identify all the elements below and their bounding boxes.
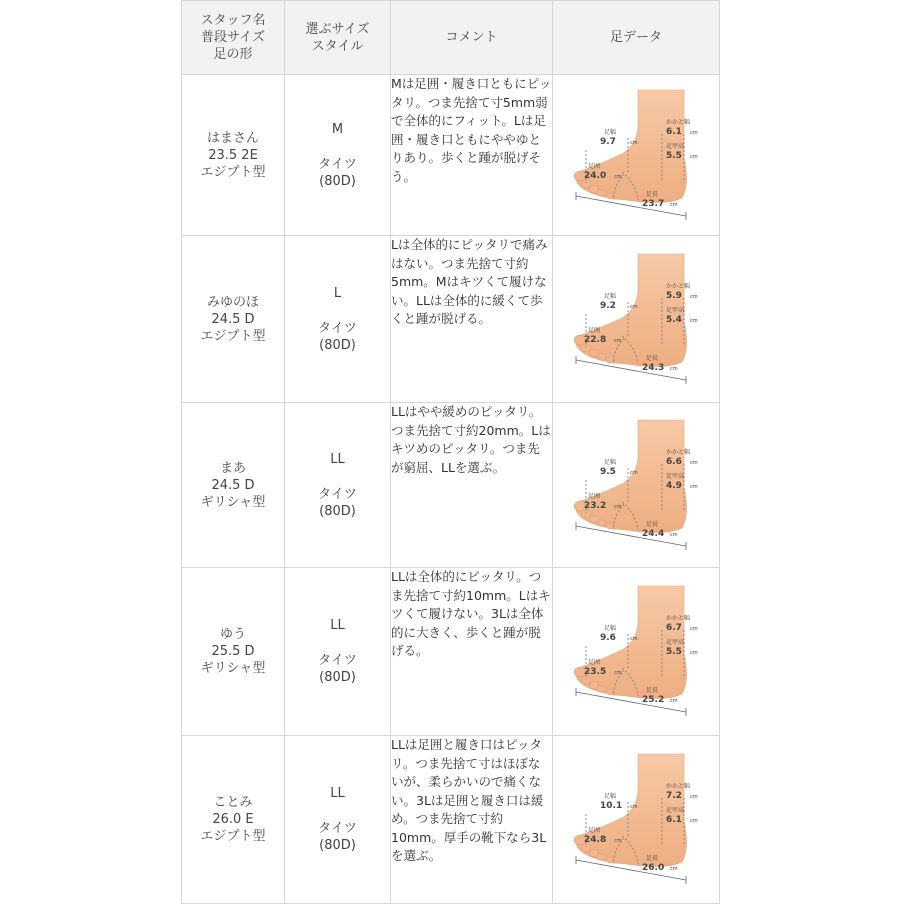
table-row: [182, 568, 720, 736]
width-value: 9.6: [600, 633, 616, 643]
instep-unit: cm: [690, 650, 698, 656]
width-label: 足幅: [604, 128, 617, 136]
size-cell: [285, 568, 391, 736]
staff-foot-shape: ギリシャ型: [200, 661, 266, 676]
size-cell: [285, 75, 391, 236]
size-cell: [285, 736, 391, 904]
staff-cell: [182, 736, 285, 904]
length-value: 24.4: [642, 528, 665, 539]
length-value: 26.0: [642, 863, 665, 873]
length-value: 23.7: [642, 198, 665, 209]
girth-label: 足囲: [588, 162, 601, 170]
staff-usual-size: 23.5 2E: [208, 147, 258, 163]
chosen-size: LL: [330, 618, 345, 633]
staff-foot-shape: ギリシャ型: [200, 494, 266, 510]
width-value: 9.7: [600, 136, 616, 147]
table-row: [182, 236, 720, 403]
girth-label: 足囲: [588, 827, 601, 834]
girth-unit: cm: [614, 503, 622, 510]
instep-label: 足甲高: [666, 306, 685, 314]
foot-data-cell: [553, 568, 720, 736]
staff-cell: [182, 75, 285, 236]
girth-label: 足囲: [588, 659, 601, 666]
heel-unit: cm: [690, 293, 698, 300]
length-label: 足長: [646, 855, 659, 862]
instep-unit: cm: [690, 818, 698, 824]
heel-unit: cm: [690, 129, 698, 136]
staff-foot-shape: エジプト型: [200, 829, 266, 844]
length-label: 足長: [646, 190, 659, 198]
staff-cell: [182, 568, 285, 736]
style-label: タイツ: [318, 156, 357, 172]
heel-value: 5.9: [666, 290, 682, 301]
foot-data-cell: [553, 75, 720, 236]
heel-label: かかと幅: [666, 448, 691, 456]
instep-label: 足甲高: [666, 472, 685, 480]
length-label: 足長: [646, 687, 659, 694]
length-unit: cm: [670, 531, 678, 538]
header-foot-data: 足データ: [553, 1, 720, 75]
style-label: タイツ: [318, 821, 357, 836]
girth-label: 足囲: [588, 492, 601, 500]
length-unit: cm: [670, 698, 678, 704]
staff-usual-size: 26.0 E: [212, 812, 254, 827]
heel-value: 7.2: [666, 791, 682, 801]
staff-foot-shape: エジプト型: [200, 328, 266, 344]
heel-unit: cm: [690, 626, 698, 632]
foot-data-cell: [553, 403, 720, 568]
length-unit: cm: [670, 201, 678, 208]
foot-data-cell: [553, 236, 720, 403]
table-header-row: [182, 1, 720, 75]
staff-cell: [182, 403, 285, 568]
heel-unit: cm: [690, 459, 698, 466]
table-row: [182, 75, 720, 236]
chosen-size: LL: [330, 786, 345, 801]
width-value: 9.5: [600, 466, 616, 477]
staff-usual-size: 24.5 D: [211, 311, 255, 327]
length-unit: cm: [670, 866, 678, 872]
table-row: [182, 736, 720, 904]
chosen-size: LL: [330, 451, 345, 467]
foot-diagram: [566, 252, 706, 387]
comment-cell: LLはやや緩めのピッタリ。つま先捨て寸約20mm。Lはキツめのピッタリ。つま先が窮屈、LLを選ぶ。: [391, 403, 553, 568]
heel-label: かかと幅: [666, 615, 691, 622]
width-unit: cm: [630, 469, 638, 476]
table-row: [182, 403, 720, 568]
staff-name: ことみ: [213, 795, 253, 810]
width-label: 足幅: [604, 625, 617, 632]
comment-cell: LLは全体的にピッタリ。つま先捨て寸約10mm。Lはキツくて履けない。3Lは全体的に大きく、歩くと踵が脱げる。: [391, 568, 553, 736]
chosen-size: L: [333, 285, 342, 301]
instep-value: 5.5: [666, 647, 682, 657]
girth-value: 23.2: [584, 500, 607, 511]
length-value: 25.2: [642, 695, 665, 705]
denier-label: (80D): [319, 838, 356, 853]
style-label: タイツ: [318, 320, 357, 336]
heel-value: 6.6: [666, 456, 682, 467]
size-cell: [285, 403, 391, 568]
heel-label: かかと幅: [666, 282, 691, 290]
size-cell: [285, 236, 391, 403]
heel-label: かかと幅: [666, 118, 691, 126]
denier-label: (80D): [319, 670, 356, 685]
comment-cell: Mは足囲・履き口ともにピッタリ。つま先捨て寸5mm弱で全体的にフィット。Lは足囲・履き口ともにややゆとりあり。歩くと踵が脱げそう。: [391, 75, 553, 236]
staff-name: はまさん: [206, 130, 259, 146]
length-unit: cm: [670, 365, 678, 372]
girth-unit: cm: [614, 670, 622, 676]
width-unit: cm: [630, 636, 638, 642]
width-label: 足幅: [604, 458, 617, 466]
width-unit: cm: [630, 804, 638, 810]
length-value: 24.3: [642, 362, 665, 373]
instep-label: 足甲高: [666, 142, 685, 150]
header-size: 選ぶサイズ スタイル: [285, 1, 391, 75]
staff-foot-shape: エジプト型: [200, 164, 266, 180]
width-value: 9.2: [600, 300, 616, 311]
instep-value: 5.4: [666, 314, 682, 325]
style-label: タイツ: [318, 486, 357, 502]
girth-value: 22.8: [584, 334, 607, 345]
staff-name: まあ: [219, 460, 246, 476]
girth-label: 足囲: [588, 326, 601, 334]
foot-diagram: [566, 584, 706, 719]
width-value: 10.1: [600, 801, 623, 811]
girth-value: 24.0: [584, 170, 607, 181]
instep-value: 6.1: [666, 815, 682, 825]
staff-usual-size: 24.5 D: [211, 477, 255, 493]
comment-cell: LLは足囲と履き口はピッタリ。つま先捨て寸はほぼないが、柔らかいので痛くない。3Lは足囲と履き口は緩め。つま先捨て寸約10mm。厚手の靴下なら3Lを選ぶ。: [391, 736, 553, 904]
chosen-size: M: [331, 121, 344, 137]
instep-unit: cm: [690, 317, 698, 324]
staff-cell: [182, 236, 285, 403]
instep-value: 4.9: [666, 480, 682, 491]
girth-unit: cm: [614, 838, 622, 844]
width-unit: cm: [630, 139, 638, 146]
heel-value: 6.7: [666, 623, 682, 633]
instep-unit: cm: [690, 153, 698, 160]
length-label: 足長: [646, 354, 659, 362]
denier-label: (80D): [319, 173, 356, 189]
denier-label: (80D): [319, 503, 356, 519]
header-comment: コメント: [391, 1, 553, 75]
denier-label: (80D): [319, 337, 356, 353]
comment-cell: Lは全体的にピッタリで痛みはない。つま先捨て寸約5mm。Mはキツくて履けない。LLは全体的に緩くて歩くと踵が脱げる。: [391, 236, 553, 403]
staff-name: ゆう: [219, 627, 246, 642]
heel-label: かかと幅: [666, 783, 691, 790]
instep-unit: cm: [690, 483, 698, 490]
foot-diagram: [566, 418, 706, 553]
size-fit-table: [181, 0, 720, 904]
girth-value: 23.5: [584, 667, 607, 677]
girth-unit: cm: [614, 337, 622, 344]
instep-label: 足甲高: [666, 639, 685, 646]
width-unit: cm: [630, 303, 638, 310]
foot-diagram: [566, 752, 706, 887]
staff-usual-size: 25.5 D: [211, 644, 255, 659]
length-label: 足長: [646, 520, 659, 528]
width-label: 足幅: [604, 292, 617, 300]
girth-value: 24.8: [584, 835, 607, 845]
header-staff: スタッフ名 普段サイズ 足の形: [182, 1, 285, 75]
girth-unit: cm: [614, 173, 622, 180]
foot-diagram: [566, 88, 706, 223]
heel-unit: cm: [690, 794, 698, 800]
foot-data-cell: [553, 736, 720, 904]
style-label: タイツ: [318, 653, 357, 668]
width-label: 足幅: [604, 793, 617, 800]
heel-value: 6.1: [666, 126, 682, 137]
staff-name: みゆのほ: [206, 294, 259, 310]
instep-value: 5.5: [666, 150, 682, 161]
instep-label: 足甲高: [666, 807, 685, 814]
